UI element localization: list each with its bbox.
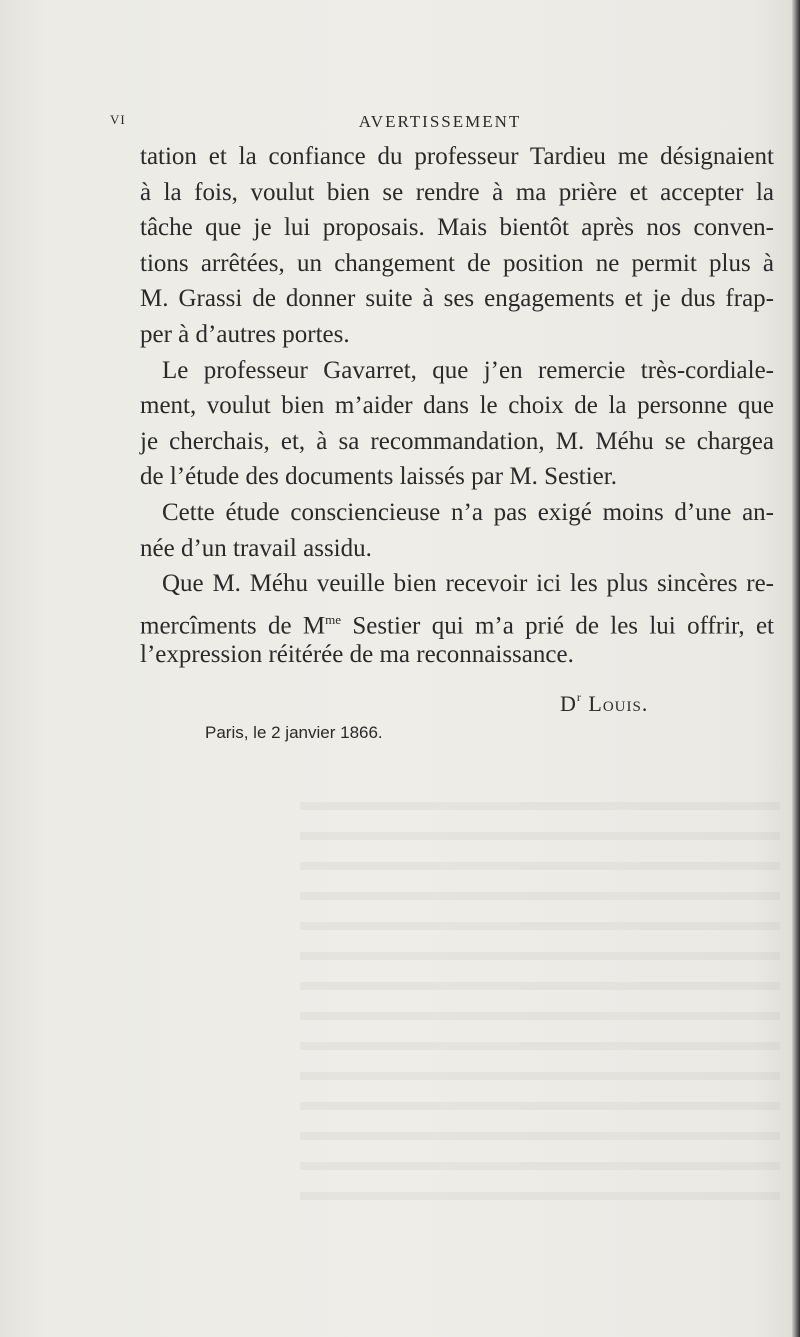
signature-name: Louis. xyxy=(588,691,649,716)
text-line: M. Grassi de donner suite à ses engagements et je dus frap- xyxy=(140,285,774,313)
body-text xyxy=(140,139,774,673)
text-line: tions arrêtées, un changement de position ne permit plus à xyxy=(140,249,774,277)
superscript: me xyxy=(325,611,341,627)
text-line: ment, voulut bien m’aider dans le choix de la personne que xyxy=(140,392,774,420)
signature-title: D xyxy=(560,691,577,716)
text-line: per à d’autres portes. xyxy=(140,320,350,348)
text-line: de l’étude des documents laissés par M. Sestier. xyxy=(140,463,617,491)
text-line: Le professeur Gavarret, que j’en remercie très-cordiale- xyxy=(162,356,774,384)
text-line: tation et la confiance du professeur Tardieu me désignaient xyxy=(140,143,774,170)
text-line: Cette étude consciencieuse n’a pas exigé moins d’une an- xyxy=(162,498,774,526)
running-title: AVERTISSEMENT xyxy=(358,112,522,131)
page-edge-shadow xyxy=(792,0,800,1337)
text-line: née d’un travail assidu. xyxy=(140,534,372,562)
dateline: Paris, le 2 janvier 1866. xyxy=(205,723,383,742)
text-line xyxy=(140,602,774,638)
page-number: VI xyxy=(110,112,126,127)
text-line: à la fois, voulut bien se rendre à ma prière et accepter la xyxy=(140,178,774,206)
bleed-through xyxy=(300,780,780,1200)
text-line: Que M. Méhu veuille bien recevoir ici les plus sincères re- xyxy=(162,570,774,598)
text-line: tâche que je lui proposais. Mais bientôt après nos conven- xyxy=(140,214,774,242)
page-header xyxy=(110,112,770,136)
text-line: l’expression réitérée de ma reconnaissance. xyxy=(140,641,574,669)
text-line: je cherchais, et, à sa recommandation, M. Méhu se chargea xyxy=(140,427,774,455)
signature-title-sup: r xyxy=(576,690,582,704)
text-run: Sestier qui m’a prié de les lui offrir, et xyxy=(341,612,774,640)
text-run: mercîments de M xyxy=(140,612,326,640)
signature xyxy=(560,690,648,717)
